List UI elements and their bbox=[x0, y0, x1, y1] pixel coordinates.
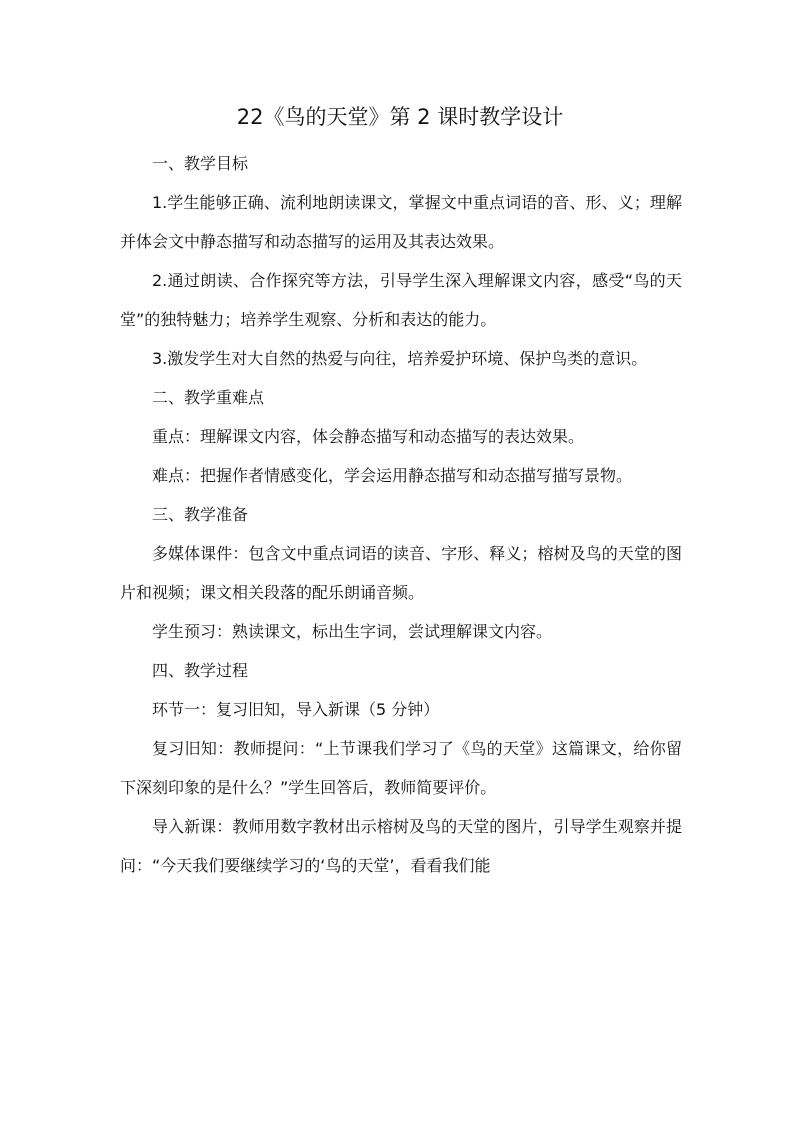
section-heading: 二、教学重难点 bbox=[152, 388, 265, 407]
paragraph: 1.学生能够正确、流利地朗读课文，掌握文中重点词语的音、形、义；理解并体会文中静态描写和动态描写的运用及其表达效果。 bbox=[120, 193, 682, 251]
paragraph: 学生预习：熟读课文，标出生字词，尝试理解课文内容。 bbox=[152, 622, 553, 641]
paragraph: 重点：理解课文内容，体会静态描写和动态描写的表达效果。 bbox=[152, 427, 585, 446]
document-title: 22《鸟的天堂》第 2 课时教学设计 bbox=[236, 105, 564, 129]
paragraph: 复习旧知：教师提问：“上节课我们学习了《鸟的天堂》这篇课文，给你留下深刻印象的是什么？”学生回答后，教师简要评价。 bbox=[120, 739, 682, 797]
paragraph: 多媒体课件：包含文中重点词语的读音、字形、释义；榕树及鸟的天堂的图片和视频；课文相关段落的配乐朗诵音频。 bbox=[120, 544, 682, 602]
paragraph: 难点：把握作者情感变化，学会运用静态描写和动态描写描写景物。 bbox=[152, 466, 633, 485]
paragraph: 导入新课：教师用数字教材出示榕树及鸟的天堂的图片，引导学生观察并提问：“今天我们要继续学习的‘鸟的天堂’，看看我们能 bbox=[120, 817, 682, 875]
document-body bbox=[120, 144, 682, 885]
section-heading: 三、教学准备 bbox=[152, 505, 249, 524]
paragraph: 环节一：复习旧知，导入新课（5 分钟） bbox=[152, 700, 440, 719]
paragraph: 2.通过朗读、合作探究等方法，引导学生深入理解课文内容，感受“鸟的天堂”的独特魅力；培养学生观察、分析和表达的能力。 bbox=[120, 271, 682, 329]
paragraph: 3.激发学生对大自然的热爱与向往，培养爱护环境、保护鸟类的意识。 bbox=[152, 349, 648, 368]
section-heading: 一、教学目标 bbox=[152, 154, 249, 173]
section-heading: 四、教学过程 bbox=[152, 661, 249, 680]
